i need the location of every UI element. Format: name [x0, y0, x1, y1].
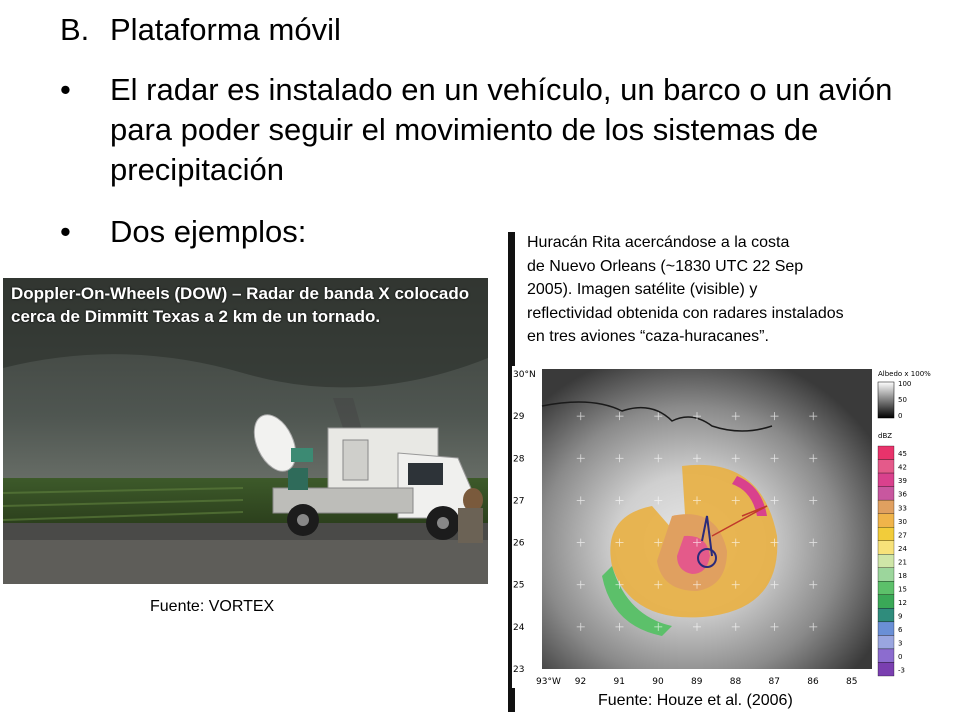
- lon-tick-label: 90: [652, 677, 664, 687]
- dbz-tick-label: 45: [898, 450, 907, 459]
- dbz-color-swatch: [878, 473, 894, 487]
- caption-line: Huracán Rita acercándose a la costa: [527, 234, 790, 251]
- dbz-color-swatch: [878, 446, 894, 460]
- dbz-color-swatch: [878, 662, 894, 676]
- dbz-legend-title: dBZ: [878, 432, 893, 440]
- dbz-tick-label: 6: [898, 626, 903, 635]
- dbz-color-swatch: [878, 568, 894, 582]
- dbz-tick-label: 24: [898, 544, 907, 553]
- lat-tick-label: 29: [513, 412, 525, 423]
- dbz-tick-label: 30: [898, 517, 907, 526]
- dbz-tick-label: 15: [898, 585, 907, 594]
- lon-tick-label: 86: [807, 677, 819, 687]
- albedo-tick-label: 0: [898, 412, 903, 420]
- lat-tick-label: 28: [513, 454, 525, 465]
- caption-line: de Nuevo Orleans (~1830 UTC 22 Sep: [527, 257, 804, 275]
- bullet-text: El radar es instalado en un vehículo, un barco o un avión para poder seguir el movimiento de los sistemas de precipitación: [110, 72, 893, 187]
- dbz-color-swatch: [878, 649, 894, 663]
- dbz-color-swatch: [878, 487, 894, 501]
- heading-text: Plataforma móvil: [110, 12, 341, 47]
- dbz-color-swatch: [878, 500, 894, 514]
- albedo-tick-label: 100: [898, 380, 912, 388]
- lon-tick-label: 89: [691, 677, 703, 687]
- dbz-tick-label: 18: [898, 571, 907, 580]
- dbz-tick-label: -3: [898, 666, 905, 675]
- dbz-color-swatch: [878, 541, 894, 555]
- source-right: Fuente: Houze et al. (2006): [598, 692, 793, 709]
- lon-tick-label: 88: [729, 677, 742, 687]
- caption-line: en tres aviones “caza-huracanes”.: [527, 328, 769, 345]
- dbz-color-swatch: [878, 622, 894, 636]
- caption-line: 2005). Imagen satélite (visible) y: [527, 281, 758, 298]
- lon-tick-label: 92: [574, 677, 587, 687]
- hurricane-caption: [527, 231, 957, 349]
- dbz-tick-label: 27: [898, 531, 907, 540]
- dbz-color-swatch: [878, 514, 894, 528]
- dbz-color-swatch: [878, 554, 894, 568]
- dbz-tick-label: 39: [898, 477, 907, 486]
- lon-tick-label: 91: [613, 677, 625, 687]
- dbz-tick-label: 3: [898, 639, 903, 648]
- bullet-item: [60, 212, 460, 252]
- dbz-color-swatch: [878, 635, 894, 649]
- lon-tick-label: 85: [846, 677, 858, 687]
- lon-tick-label: 93°W: [536, 677, 561, 687]
- albedo-tick-label: 50: [898, 396, 907, 404]
- lat-tick-label: 25: [513, 580, 525, 591]
- bullet-text: Dos ejemplos:: [110, 214, 307, 249]
- source-left: Fuente: VORTEX: [150, 598, 275, 615]
- dbz-color-swatch: [878, 581, 894, 595]
- heading-label: B.: [60, 12, 90, 47]
- lat-tick-label: 24: [513, 622, 525, 633]
- satellite-radar-image: [512, 366, 940, 688]
- caption-line: reflectividad obtenida con radares instalados: [527, 304, 844, 322]
- albedo-colorbar: [878, 382, 894, 418]
- dbz-color-swatch: [878, 608, 894, 622]
- bullet-item: [60, 70, 920, 190]
- dow-truck-photo: [3, 278, 488, 584]
- lat-tick-label: 30°N: [513, 370, 536, 380]
- dbz-tick-label: 12: [898, 598, 907, 607]
- lat-tick-label: 26: [513, 538, 525, 549]
- dbz-tick-label: 42: [898, 463, 907, 472]
- lat-tick-label: 27: [513, 496, 525, 507]
- lat-tick-label: 23: [513, 665, 525, 675]
- slide-heading: [60, 12, 341, 48]
- albedo-legend-title: Albedo x 100%: [878, 370, 931, 378]
- dbz-color-swatch: [878, 527, 894, 541]
- hurricane-rita-figure: [512, 366, 940, 688]
- dbz-color-swatch: [878, 595, 894, 609]
- dbz-tick-label: 36: [898, 490, 907, 499]
- dbz-tick-label: 21: [898, 558, 907, 567]
- photo-caption: Doppler-On-Wheels (DOW) – Radar de banda X colocado cerca de Dimmitt Texas a 2 km de un tornado.: [11, 284, 470, 326]
- dbz-tick-label: 33: [898, 504, 907, 513]
- bullet-marker: •: [60, 214, 71, 249]
- dbz-tick-label: 9: [898, 612, 903, 621]
- dbz-tick-label: 0: [898, 653, 903, 662]
- lon-tick-label: 87: [768, 677, 780, 687]
- bullet-marker: •: [60, 72, 71, 107]
- dbz-color-swatch: [878, 460, 894, 474]
